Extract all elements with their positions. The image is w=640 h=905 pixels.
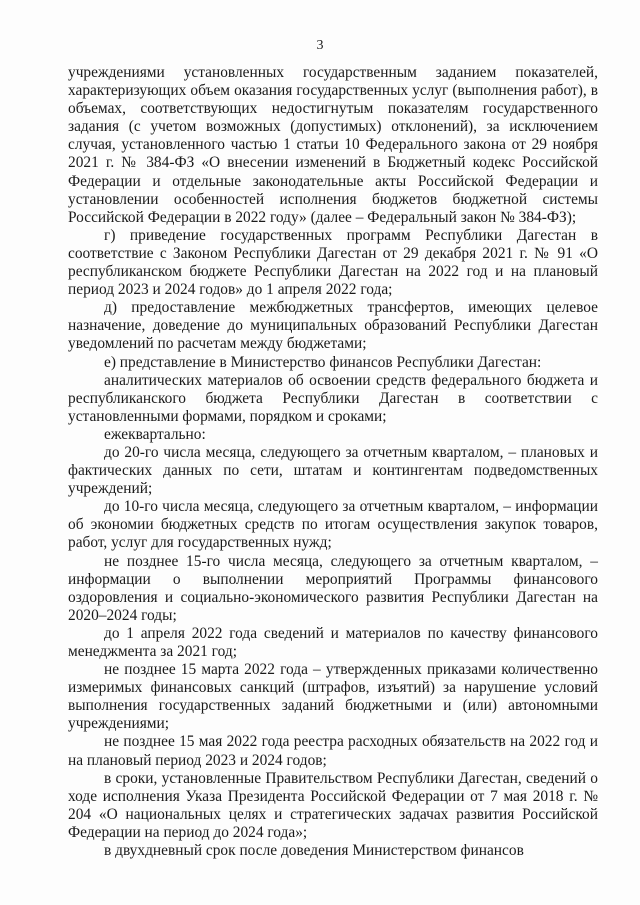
- document-body: [68, 64, 598, 860]
- page-number: 3: [316, 38, 324, 53]
- paragraph-savings-info: до 10-го числа месяца, следующего за отчетным кварталом, – информации об экономии бюджетных средств по итогам осуществления закупок товаров, работ, услуг для государственных нужд;: [68, 498, 598, 552]
- paragraph-staff-data: до 20-го числа месяца, следующего за отчетным кварталом, – плановых и фактических данных по сети, штатам и контингентам подведомственных учреждений;: [68, 443, 598, 498]
- paragraph-sanctions: не позднее 15 марта 2022 года – утвержденных приказами количественно измеримых финансовых санкций (штрафов, изъятий) за нарушение условий выполнения государственных заданий бюджетными и (или) автономными учреждениями;: [68, 661, 598, 733]
- paragraph-item-g: г) приведение государственных программ Республики Дагестан в соответствие с Законом Республики Дагестан от 29 декабря 2021 г. № 91 «О республиканском бюджете Республики Дагестан на 2022 год и на плановый период 2023 и 2024 годов» до 1 апреля 2022 года;: [68, 226, 598, 299]
- paragraph-item-d: д) предоставление межбюджетных трансфертов, имеющих целевое назначение, доведение до муниципальных образований Республики Дагестан уведомлений по расчетам между бюджетами;: [68, 299, 598, 353]
- paragraph-item-e: е) представление в Министерство финансов Республики Дагестан:: [104, 353, 542, 371]
- paragraph-continuation: учреждениями установленных государственным заданием показателей, характеризующих объем оказания государственных услуг (выполнения работ), в объемах, соответствующих недостигнутым показателям государственного задания (с учетом возможных (допустимых) отклонений), за исключением случая, установленного частью 1 статьи 10 Федерального закона от 29 ноября 2021 г. № 384-ФЗ «О внесении изменений в Бюджетный кодекс Российской Федерации и отдельные законодательные акты Российской Федерации и установлении особенностей исполнения бюджетов бюджетной системы Российской Федерации в 2022 году» (далее – Федеральный закон № 384-ФЗ);: [68, 64, 598, 226]
- paragraph-decree-info: в сроки, установленные Правительством Республики Дагестан, сведений о ходе исполнения Указа Президента Российской Федерации от 7 мая 2018 г. № 204 «О национальных целях и стратегических задачах развития Российской Федерации на период до 2024 года»;: [68, 769, 598, 841]
- paragraph-obligations-registry: не позднее 15 мая 2022 года реестра расходных обязательств на 2022 год и на плановый период 2023 и 2024 годов;: [68, 733, 598, 769]
- paragraph-analytics: аналитических материалов об освоении средств федерального бюджета и республиканского бюджета Республики Дагестан в соответствии с установленными формами, порядком и сроками;: [68, 371, 598, 425]
- paragraph-program-info: не позднее 15-го числа месяца, следующего за отчетным кварталом, – информации о выполнении мероприятий Программы финансового оздоровления и социально-экономического развития Республики Дагестан на 2020–2024 годы;: [68, 552, 598, 624]
- paragraph-quarterly: ежеквартально:: [104, 425, 206, 443]
- paragraph-two-day-term: в двухдневный срок после доведения Министерством финансов: [104, 842, 524, 860]
- paragraph-fin-management: до 1 апреля 2022 года сведений и материалов по качеству финансового менеджмента за 2021 год;: [68, 624, 598, 660]
